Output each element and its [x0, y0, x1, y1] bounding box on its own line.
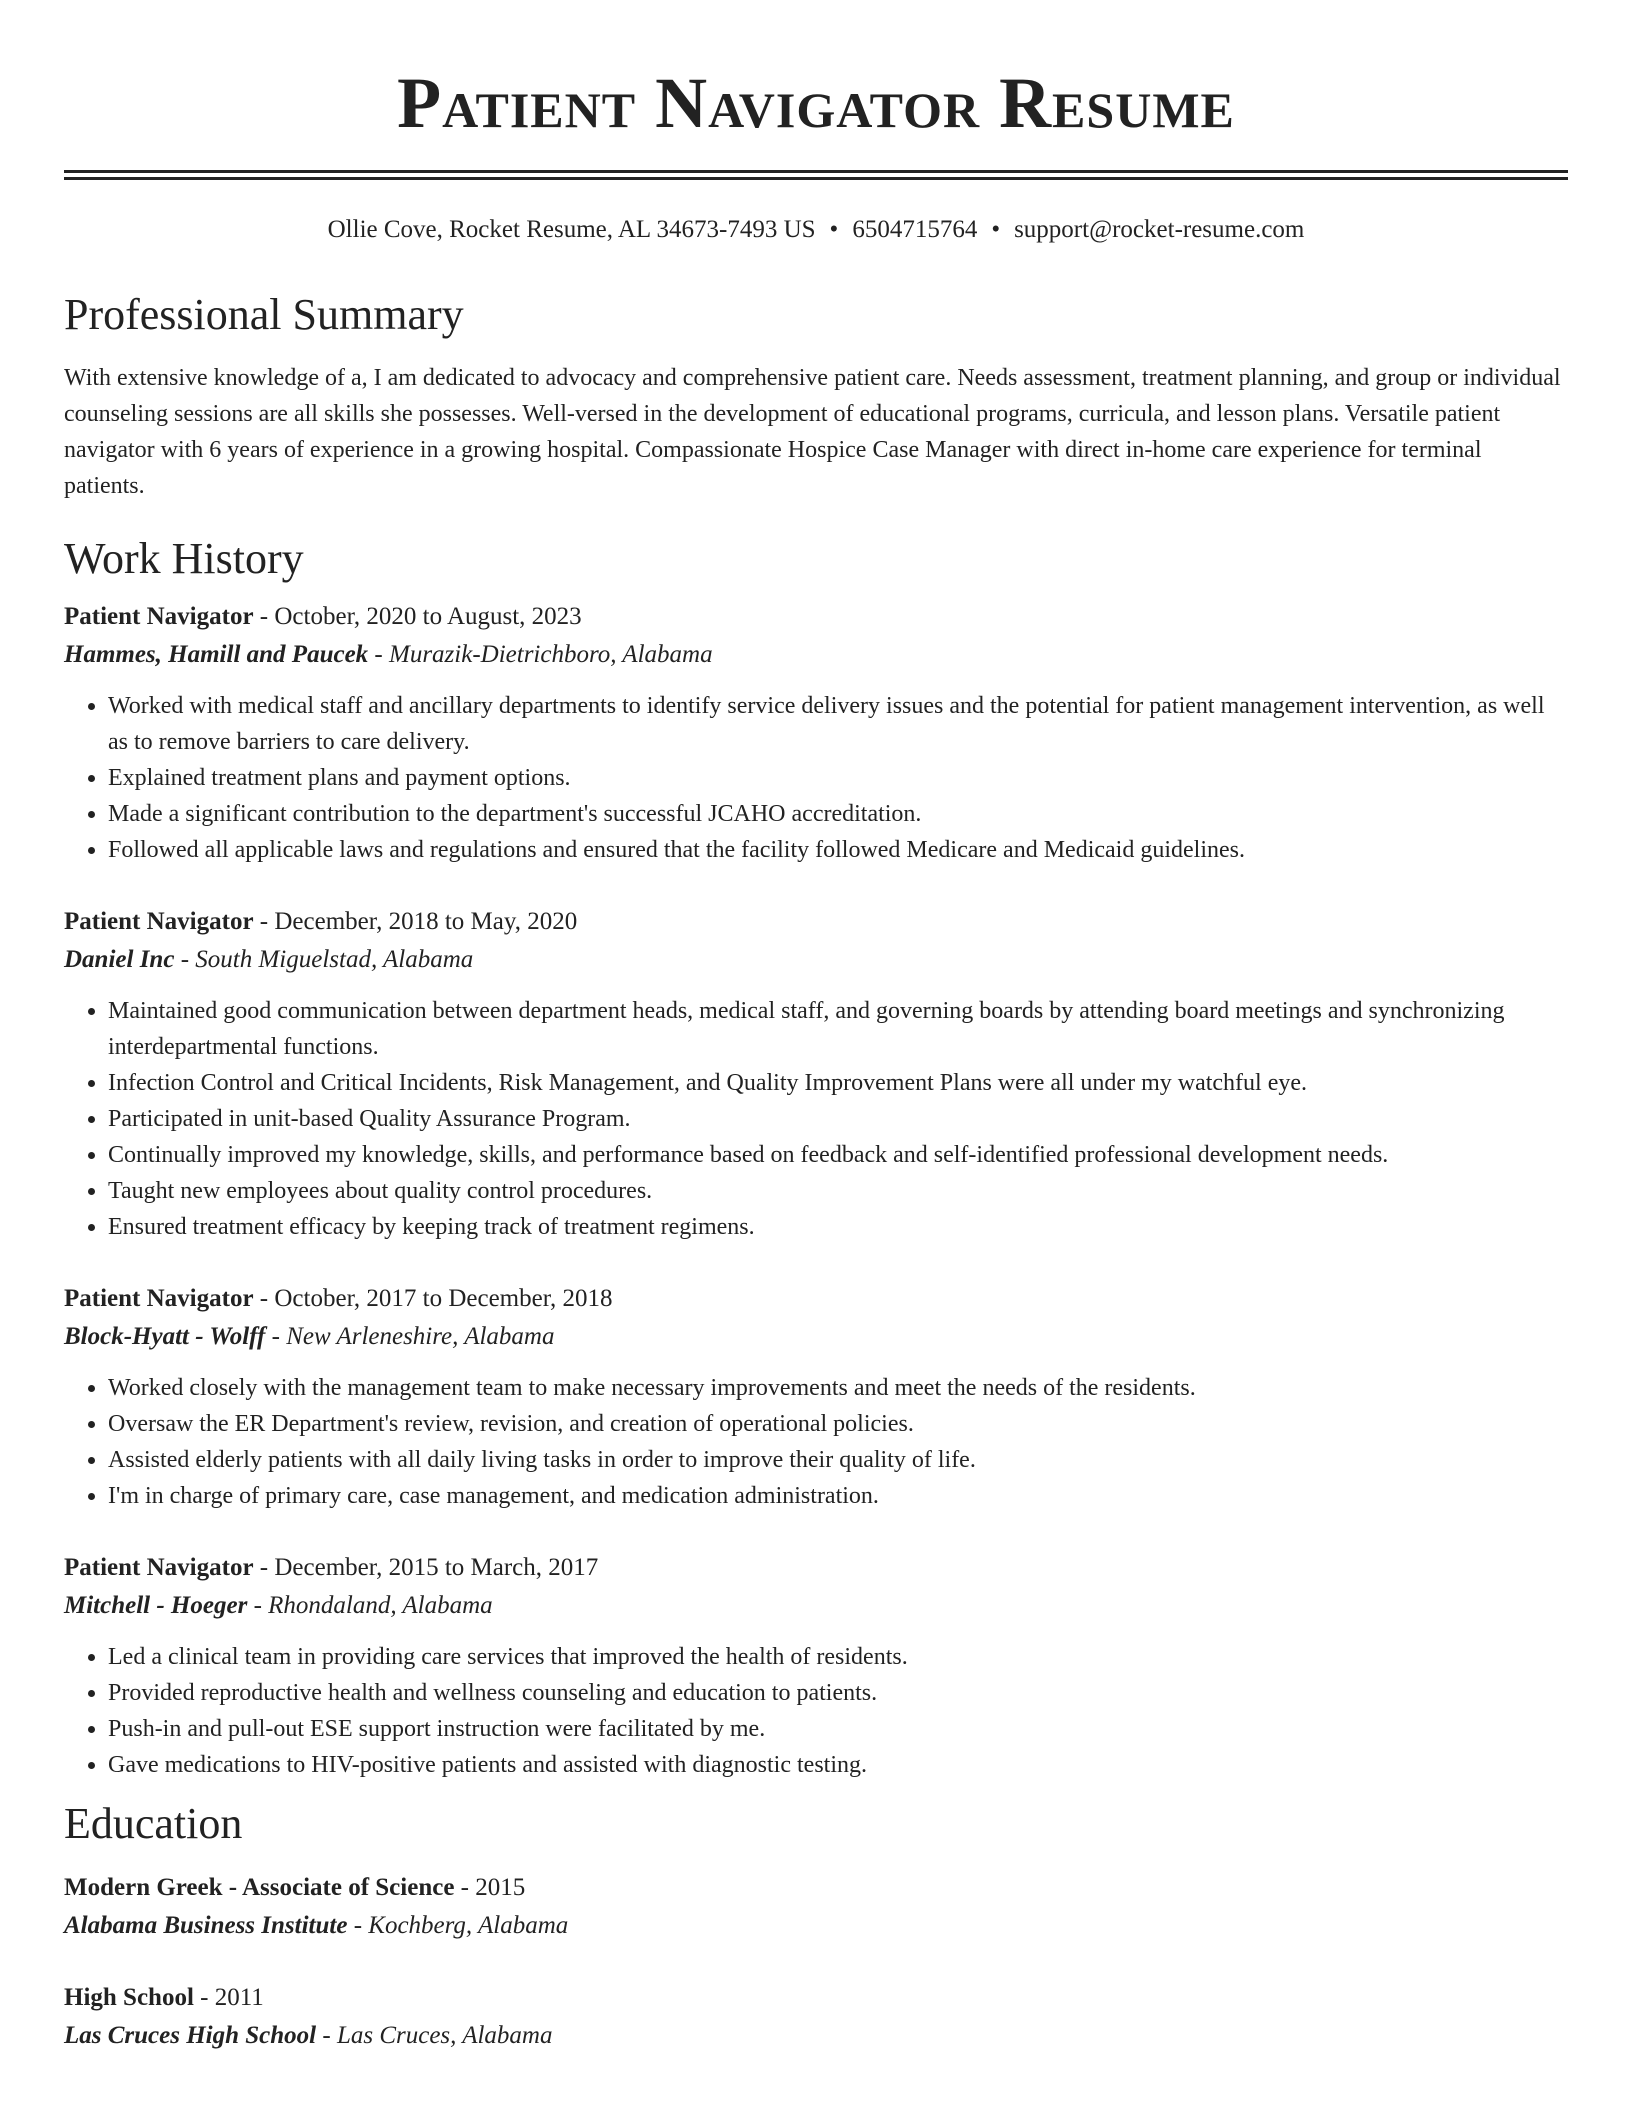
job-location: - Rhondaland, Alabama [247, 1592, 493, 1619]
job-company: Block-Hyatt - Wolff [64, 1323, 266, 1350]
contact-email: support@rocket-resume.com [1014, 216, 1305, 243]
job-title: Patient Navigator [64, 1285, 254, 1312]
education-heading [64, 1979, 1568, 2017]
education-school-line [64, 2017, 1568, 2055]
list-item: • Push-in and pull-out ESE support instruction were facilitated by me. [108, 1711, 1568, 1747]
education-year: - 2015 [454, 1874, 526, 1901]
job-entry [64, 903, 1568, 1245]
job-bullet-list [64, 688, 1568, 868]
job-heading [64, 1280, 1568, 1318]
summary-text: With extensive knowledge of a, I am dedicated to advocacy and comprehensive patient care. Needs assessment, treatment planning, and group or individual counseling sessions are all skills she possesses. Well-versed in the development of educational programs, curricula, and lesson plans. Versatile patient navigator with 6 years of experience in a growing hospital. Compassionate Hospice Case Manager with direct in-home care experience for terminal patients. [64, 365, 1561, 499]
job-title: Patient Navigator [64, 603, 254, 630]
job-bullet-list [64, 993, 1568, 1245]
list-item: • Made a significant contribution to the department's successful JCAHO accreditation. [108, 796, 1568, 832]
list-item: • Oversaw the ER Department's review, revision, and creation of operational policies. [108, 1406, 1568, 1442]
section-heading-summary: Professional Summary [64, 290, 464, 339]
job-dates: - October, 2020 to August, 2023 [253, 603, 582, 630]
list-item: • Worked with medical staff and ancillary departments to identify service delivery issues and the potential for patient management intervention, as well as to remove barriers to care delivery. [108, 688, 1568, 760]
job-dates: - December, 2018 to May, 2020 [253, 908, 578, 935]
job-entry [64, 1549, 1568, 1783]
job-title: Patient Navigator [64, 908, 254, 935]
job-employer [64, 1587, 1568, 1625]
contact-address: Ollie Cove, Rocket Resume, AL 34673-7493 US [327, 216, 816, 243]
job-company: Hammes, Hamill and Paucek [64, 641, 369, 668]
education-entry [64, 1869, 1568, 1945]
list-item: • Led a clinical team in providing care services that improved the health of residents. [108, 1639, 1568, 1675]
job-employer [64, 941, 1568, 979]
job-employer [64, 636, 1568, 674]
job-bullet-list [64, 1370, 1568, 1514]
list-item: • Assisted elderly patients with all daily living tasks in order to improve their quality of life. [108, 1442, 1568, 1478]
job-entry [64, 1280, 1568, 1514]
list-item: • Infection Control and Critical Incidents, Risk Management, and Quality Improvement Plans were all under my watchful eye. [108, 1065, 1568, 1101]
education-school: Alabama Business Institute [64, 1912, 348, 1939]
education-school: Las Cruces High School [64, 2022, 317, 2049]
education-degree: High School [64, 1984, 194, 2011]
list-item: • Taught new employees about quality control procedures. [108, 1173, 1568, 1209]
section-heading-education: Education [64, 1799, 243, 1848]
job-heading [64, 903, 1568, 941]
title-double-rule [64, 170, 1568, 180]
list-item: • Participated in unit-based Quality Assurance Program. [108, 1101, 1568, 1137]
job-title: Patient Navigator [64, 1554, 254, 1581]
page-title: Patient Navigator Resume [397, 63, 1235, 143]
education-school-line [64, 1907, 1568, 1945]
job-dates: - October, 2017 to December, 2018 [253, 1285, 613, 1312]
list-item: • Continually improved my knowledge, skills, and performance based on feedback and self-identified professional development needs. [108, 1137, 1568, 1173]
list-item: • Followed all applicable laws and regulations and ensured that the facility followed Medicare and Medicaid guidelines. [108, 832, 1568, 868]
job-bullet-list [64, 1639, 1568, 1783]
job-entry [64, 598, 1568, 868]
contact-phone: 6504715764 [852, 216, 978, 243]
education-year: - 2011 [193, 1984, 264, 2011]
list-item: • I'm in charge of primary care, case management, and medication administration. [108, 1478, 1568, 1514]
job-employer [64, 1318, 1568, 1356]
contact-line [64, 212, 1568, 248]
list-item: • Worked closely with the management team to make necessary improvements and meet the needs of the residents. [108, 1370, 1568, 1406]
education-location: - Las Cruces, Alabama [316, 2022, 553, 2049]
job-location: - South Miguelstad, Alabama [174, 946, 474, 973]
education-entry [64, 1979, 1568, 2055]
contact-separator: • [991, 216, 1001, 243]
job-heading [64, 598, 1568, 636]
list-item: • Ensured treatment efficacy by keeping track of treatment regimens. [108, 1209, 1568, 1245]
education-location: - Kochberg, Alabama [347, 1912, 569, 1939]
contact-separator: • [829, 216, 839, 243]
education-heading [64, 1869, 1568, 1907]
job-location: - New Arleneshire, Alabama [265, 1323, 555, 1350]
list-item: • Maintained good communication between department heads, medical staff, and governing boards by attending board meetings and synchronizing interdepartmental functions. [108, 993, 1568, 1065]
education-degree: Modern Greek - Associate of Science [64, 1874, 455, 1901]
list-item: • Gave medications to HIV-positive patients and assisted with diagnostic testing. [108, 1747, 1568, 1783]
list-item: • Explained treatment plans and payment options. [108, 760, 1568, 796]
job-company: Daniel Inc [64, 946, 175, 973]
job-heading [64, 1549, 1568, 1587]
section-heading-work-history: Work History [64, 534, 304, 583]
job-company: Mitchell - Hoeger [64, 1592, 248, 1619]
job-dates: - December, 2015 to March, 2017 [253, 1554, 599, 1581]
list-item: • Provided reproductive health and wellness counseling and education to patients. [108, 1675, 1568, 1711]
job-location: - Murazik-Dietrichboro, Alabama [368, 641, 713, 668]
